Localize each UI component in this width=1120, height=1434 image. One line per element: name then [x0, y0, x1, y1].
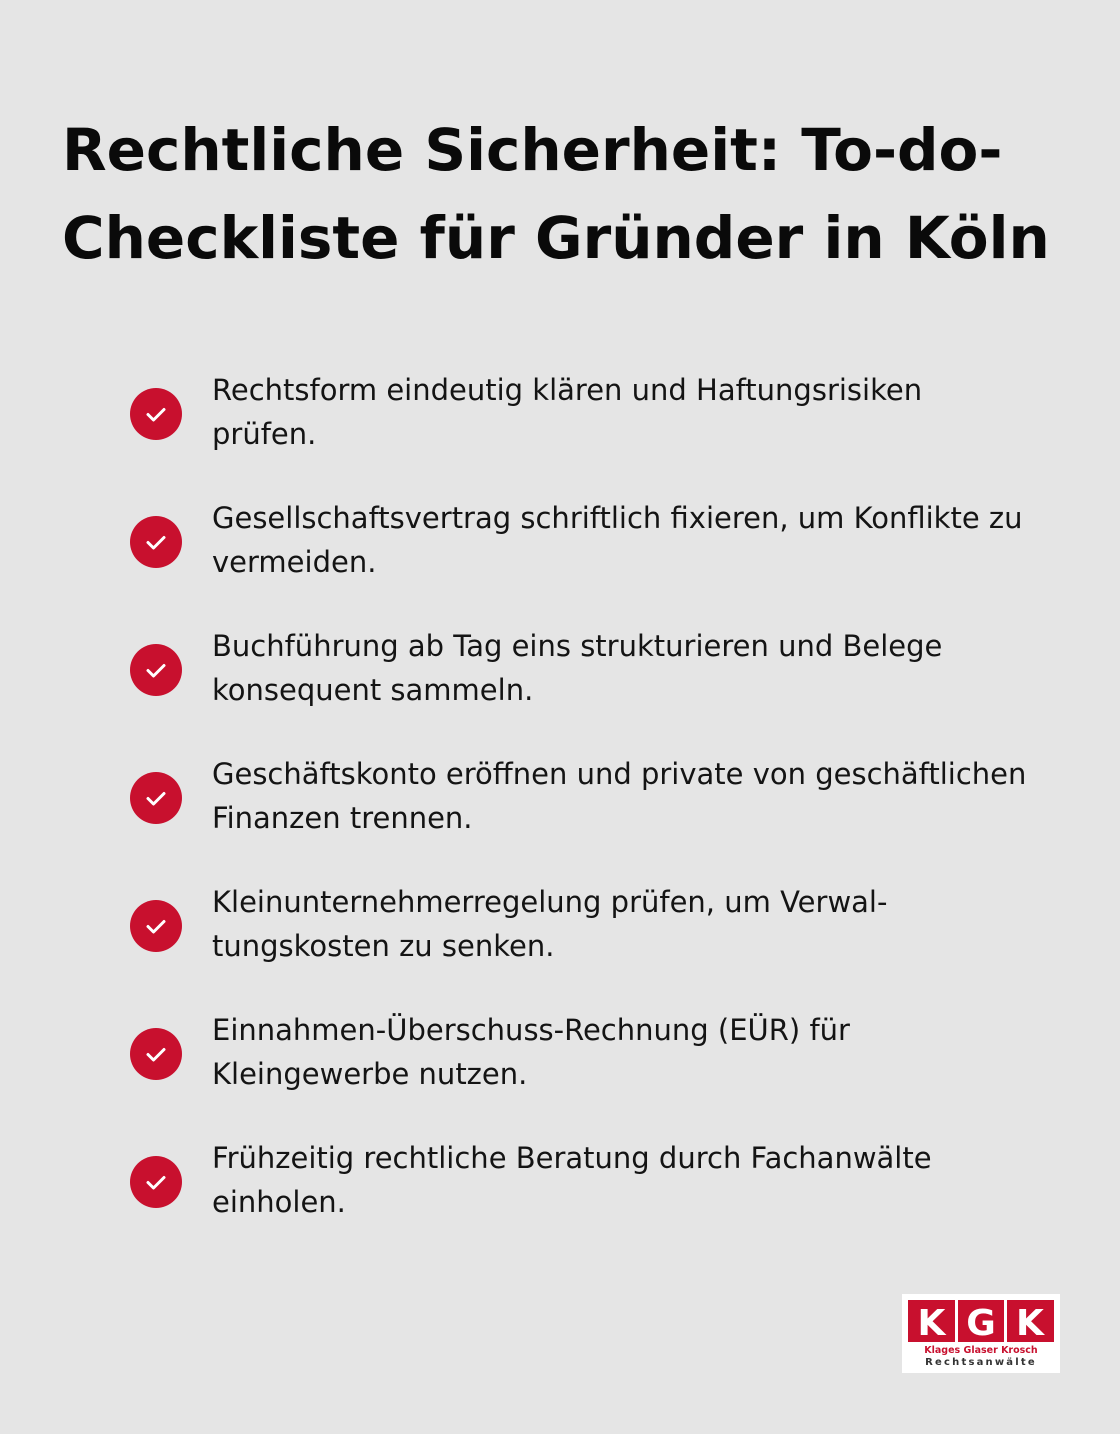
checklist-item-line: Finanzen trennen. — [212, 801, 473, 835]
check-icon — [130, 772, 182, 824]
page-title-line-1: Rechtliche Sicherheit: To-do- — [62, 116, 1003, 184]
checklist-item-text — [212, 880, 1072, 968]
checklist-item — [130, 496, 1070, 624]
page-title-line-2: Checkliste für Gründer in Köln — [62, 204, 1050, 272]
checklist-item-line: Rechtsform eindeutig klären und Haftungsrisiken — [212, 373, 923, 407]
checklist-item-text — [212, 1136, 1072, 1224]
checklist-item-text — [212, 368, 1072, 456]
checklist-item-line: Buchführung ab Tag eins strukturieren und Belege — [212, 629, 943, 663]
checklist-item — [130, 1008, 1070, 1136]
checklist-item-line: prüfen. — [212, 417, 317, 451]
checklist-item-line: Geschäftskonto eröffnen und private von geschäftlichen — [212, 757, 1027, 791]
checklist-item-line: einholen. — [212, 1185, 346, 1219]
check-icon — [130, 388, 182, 440]
logo-names: Klages Glaser Krosch — [924, 1345, 1038, 1356]
checklist-item-line: Einnahmen-Überschuss-Rechnung (EÜR) für — [212, 1013, 850, 1047]
checklist-item — [130, 368, 1070, 496]
checklist-item-text — [212, 496, 1072, 584]
logo-subtitle: Rechtsanwälte — [925, 1357, 1037, 1368]
checklist-item-line: tungskosten zu senken. — [212, 929, 555, 963]
checklist — [130, 368, 1070, 1264]
check-icon — [130, 900, 182, 952]
checklist-item — [130, 624, 1070, 752]
checklist-item-line: Gesellschaftsvertrag schriftlich fixieren, um Konflikte zu — [212, 501, 1023, 535]
checklist-item-line: Frühzeitig rechtliche Beratung durch Fachanwälte — [212, 1141, 932, 1175]
checklist-item-text — [212, 752, 1072, 840]
kgk-logo — [902, 1294, 1060, 1373]
logo-letter: K — [1016, 1303, 1044, 1342]
checklist-item-text — [212, 1008, 1072, 1096]
checklist-item — [130, 752, 1070, 880]
checklist-item-line: konsequent sammeln. — [212, 673, 534, 707]
check-icon — [130, 1028, 182, 1080]
check-icon — [130, 644, 182, 696]
check-icon — [130, 1156, 182, 1208]
checklist-item-line: Kleingewerbe nutzen. — [212, 1057, 528, 1091]
checklist-item-line: vermeiden. — [212, 545, 377, 579]
checklist-item — [130, 1136, 1070, 1264]
checklist-item-line: Kleinunternehmerregelung prüfen, um Verwal- — [212, 885, 888, 919]
logo-letter: K — [917, 1303, 946, 1342]
kgk-logo-mark — [908, 1300, 1054, 1342]
checklist-item-text — [212, 624, 1072, 712]
logo-letter: G — [966, 1303, 996, 1342]
checklist-item — [130, 880, 1070, 1008]
check-icon — [130, 516, 182, 568]
page-title — [62, 106, 1062, 282]
